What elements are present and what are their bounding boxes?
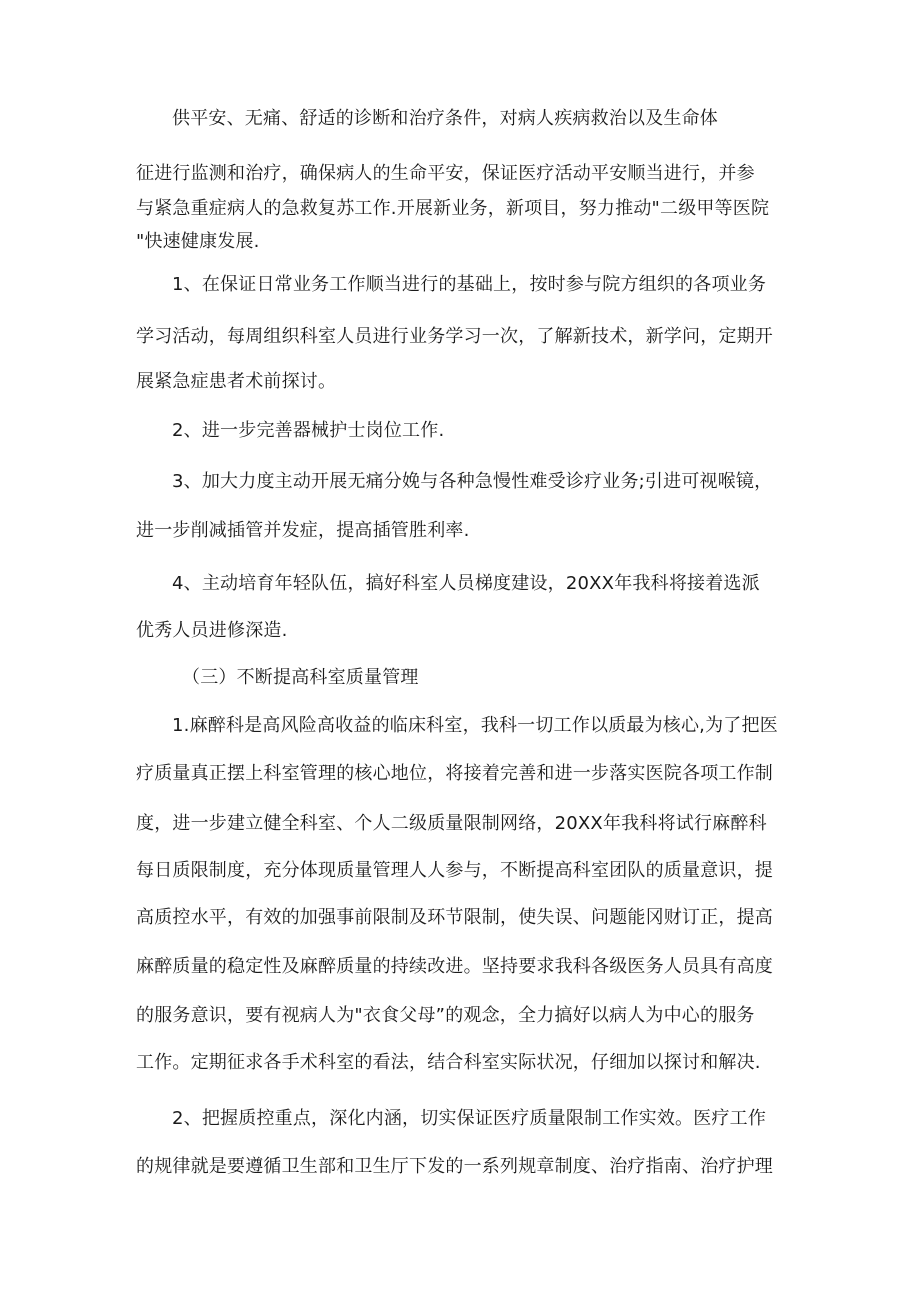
paragraph-line: 进一步削减插管并发症，提高插管胜利率. — [136, 520, 470, 541]
paragraph-line: 高质控水平，有效的加强事前限制及环节限制，使失误、问题能冈财订正，提高 — [136, 907, 773, 928]
paragraph-line: 展紧急症患者术前探讨。 — [136, 371, 337, 392]
paragraph-line: 学习活动，每周组织科室人员进行业务学习一次，了解新技术，新学问，定期开 — [136, 326, 773, 347]
paragraph-line: 与紧急重症病人的急救复苏工作.开展新业务，新项目，努力推动"二级甲等医院 — [136, 198, 770, 219]
paragraph-line: 1、在保证日常业务工作顺当进行的基础上，按时参与院方组织的各项业务 — [172, 274, 767, 295]
paragraph-line: 1.麻醉科是高风险高收益的临床科室，我科一切工作以质最为核心,为了把医 — [172, 715, 778, 736]
paragraph-line: 疗质量真正摆上科室管理的核心地位，将接着完善和进一步落实医院各项工作制 — [136, 763, 773, 784]
paragraph-line: 每日质限制度，充分体现质量管理人人参与，不断提高科室团队的质量意识，提 — [136, 860, 773, 881]
paragraph-line: "快速健康发展. — [136, 231, 260, 252]
paragraph-line: 3、加大力度主动开展无痛分娩与各种急慢性难受诊疗业务;引进可视喉镜， — [172, 471, 773, 492]
paragraph-line: 的规律就是要遵循卫生部和卫生厅下发的一系列规章制度、治疗指南、治疗护理 — [136, 1156, 773, 1177]
paragraph-line: 度，进一步建立健全科室、个人二级质量限制网络，20XX年我科将试行麻醉科 — [136, 813, 767, 834]
paragraph-line: 2、进一步完善器械护士岗位工作. — [172, 420, 445, 441]
paragraph-line: 优秀人员进修深造. — [136, 620, 288, 641]
paragraph-line: 2、把握质控重点，深化内涵，切实保证医疗质量限制工作实效。医疗工作 — [172, 1108, 767, 1129]
paragraph-line: 供平安、无痛、舒适的诊断和治疗条件，对病人疾病救治以及生命体 — [172, 108, 718, 129]
paragraph-line: 4、主动培育年轻队伍，搞好科室人员梯度建设，20XX年我科将接着选派 — [172, 573, 760, 594]
paragraph-line: 工作。定期征求各手术科室的看法，结合科室实际状况，仔细加以探讨和解决. — [136, 1052, 761, 1073]
paragraph-line: 麻醉质量的稳定性及麻醉质量的持续改进。坚持要求我科各级医务人员具有高度 — [136, 956, 773, 977]
section-heading: （三）不断提高科室质量管理 — [182, 667, 419, 688]
paragraph-line: 征进行监测和治疗，确保病人的生命平安，保证医疗活动平安顺当进行，并参 — [136, 163, 755, 184]
paragraph-line: 的服务意识，要有视病人为"衣食父母”的观念，全力搞好以病人为中心的服务 — [136, 1005, 755, 1026]
